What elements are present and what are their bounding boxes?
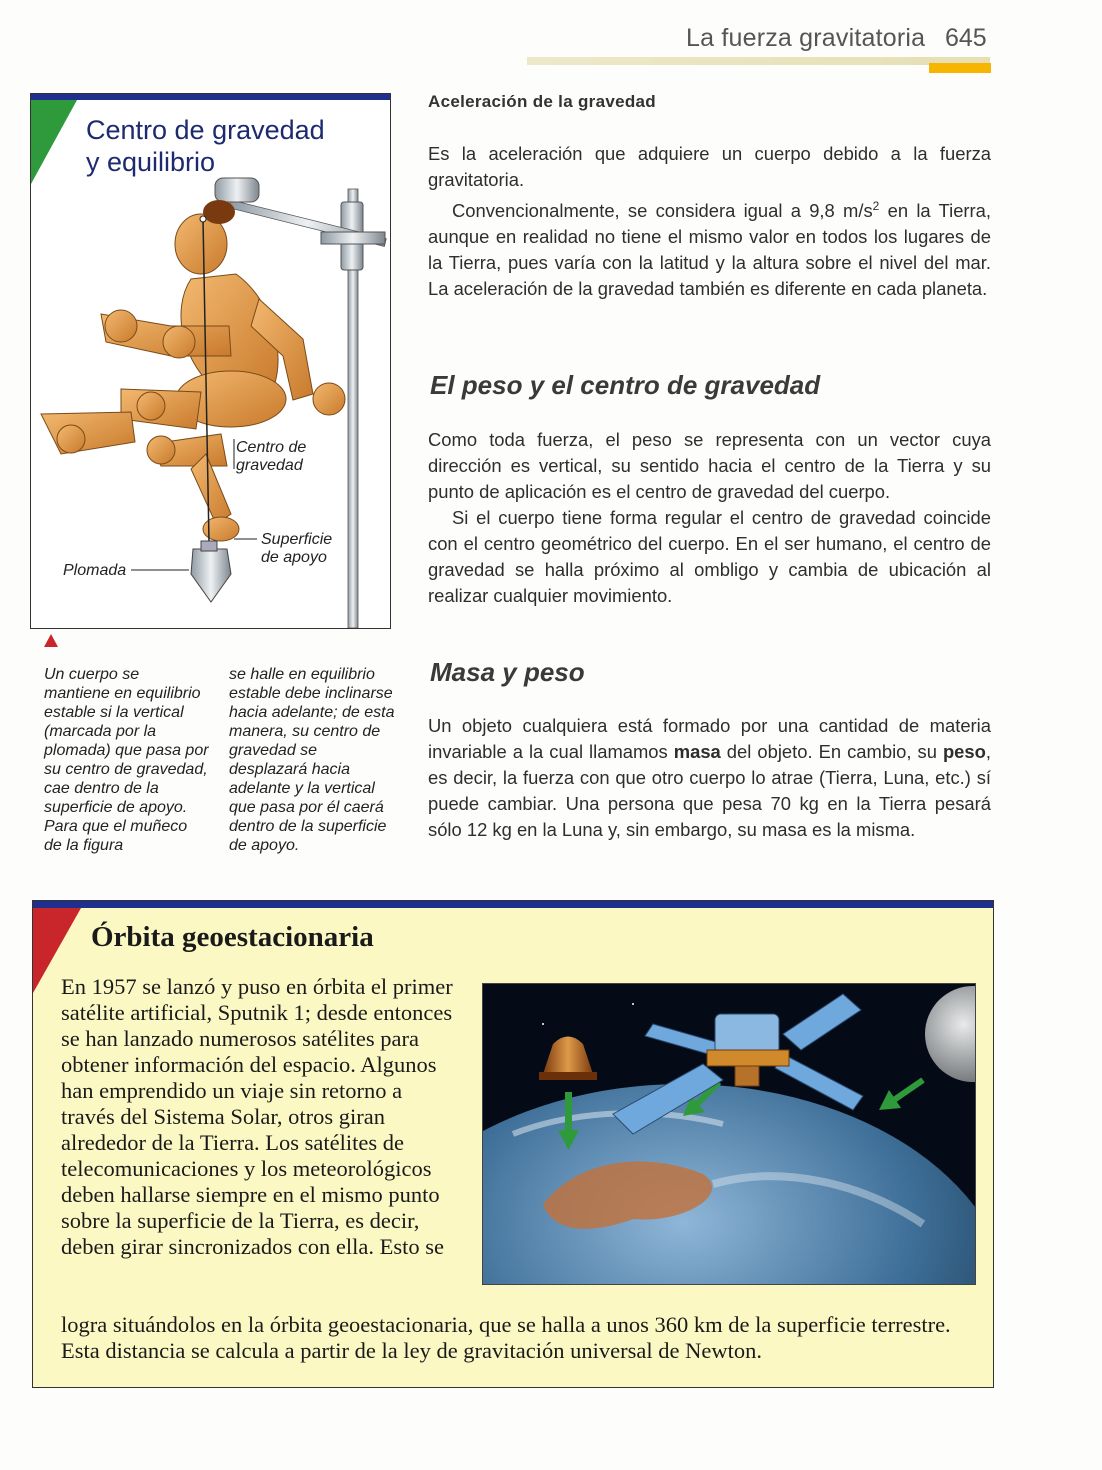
aceleracion-p2-before: Convencionalmente, se considera igual a 9,8 m/s — [452, 200, 873, 222]
box-top-bar — [31, 94, 390, 100]
label-superficie-line2: de apoyo — [261, 549, 327, 566]
label-centro-line1: Centro de — [236, 439, 307, 456]
masa-text-3: , es decir, la fuerza con que otro cuerpo lo atrae (Tierra, Luna, etc.) sí puede cambiar. Una persona que pesa 70 kg en la Tierra pesará sólo 12 kg en la Luna y, sin embargo, su masa es la misma. — [428, 741, 991, 840]
page-number: 645 — [945, 24, 987, 52]
aceleracion-p2-after: en la Tierra, aunque en realidad no tiene el mismo valor en todos los lugares de la Tierra, pues varía con la latitud y la altura sobre el nivel del mar. La aceleración de la gravedad también es diferente en cada planeta. — [428, 200, 992, 300]
aceleracion-paragraph-2 — [428, 193, 991, 302]
caption-column-2: se halle en equilibrio estable debe inclinarse hacia adelante; de esta manera, su centro de gravedad se desplazará hacia adelante y la vertical que pasa por él caerá dentro de la superficie de apoyo. — [229, 666, 395, 854]
caption-column-1: Un cuerpo se mantiene en equilibrio estable si la vertical (marcada por la plomada) que pasa por su centro de gravedad, cae dentro de la superficie de apoyo. Para que el muñeco de la figura — [44, 666, 209, 854]
masa-peso-paragraph — [428, 713, 991, 843]
peso-centro-paragraph-2: Si el cuerpo tiene forma regular el centro de gravedad coincide con el centro geométrico del cuerpo. En el ser humano, el centro de gravedad se halla próximo al ombligo y cambia de ubicación al realizar cualquier movimiento. — [428, 507, 991, 606]
orbita-box — [32, 900, 994, 1388]
peso-centro-paragraph-1: Como toda fuerza, el peso se representa con un vector cuya dirección es vertical, su sentido hacia el centro de la Tierra y su punto de aplicación es el centro de gravedad del cuerpo. — [428, 429, 991, 502]
aceleracion-heading: Aceleración de la gravedad — [428, 92, 656, 111]
masa-text-2: del objeto. En cambio, su — [720, 741, 943, 762]
green-corner-triangle — [31, 100, 77, 184]
orbita-text-part1: En 1957 se lanzó y puso en órbita el primer satélite artificial, Sputnik 1; desde entonces se han lanzado numerosos satélites para obtener información del espacio. Algunos han emprendido un viaje sin retorno a través del Sistema Solar, otros giran alrededor de la Tierra. Los satélites de telecomunicaciones y los meteorológicos deben hallarse siempre en el mismo punto sobre la superficie de la Tierra, es decir, deben girar sincronizados con ella. Esto se — [61, 974, 453, 1259]
box-top-bar — [33, 901, 993, 908]
page-header-title: La fuerza gravitatoria — [686, 24, 926, 52]
header-rule-accent — [929, 63, 991, 73]
centro-gravedad-title-line2: y equilibrio — [86, 147, 216, 177]
centro-gravedad-title — [86, 114, 325, 178]
label-plomada: Plomada — [63, 562, 127, 579]
peso-centro-heading: El peso y el centro de gravedad — [430, 370, 821, 400]
masa-peso-heading: Masa y peso — [430, 657, 585, 687]
orbita-text-part2: logra situándolos en la órbita geoestacionaria, que se halla a unos 360 km de la superficie terrestre. Esta distancia se calcula a partir de la ley de gravitación universal de Newton. — [61, 1312, 951, 1363]
masa-bold-term: masa — [673, 741, 721, 762]
aceleracion-paragraph-1: Es la aceleración que adquiere un cuerpo debido a la fuerza gravitatoria. — [428, 143, 991, 190]
label-superficie-line1: Superficie — [261, 531, 333, 548]
masa-text-1: Un objeto cualquiera está formado por una cantidad de materia invariable a la cual llamamos — [428, 715, 991, 762]
label-centro-line2: gravedad — [236, 457, 303, 474]
satellite-orbit-illustration — [482, 983, 976, 1285]
caption-triangle-icon — [44, 634, 58, 647]
peso-bold-term: peso — [942, 741, 986, 762]
centro-gravedad-box — [30, 93, 391, 629]
header-rule — [527, 57, 990, 65]
superscript-2: 2 — [872, 199, 880, 213]
orbita-title: Órbita geoestacionaria — [91, 921, 374, 953]
centro-gravedad-title-line1: Centro de gravedad — [86, 115, 325, 145]
